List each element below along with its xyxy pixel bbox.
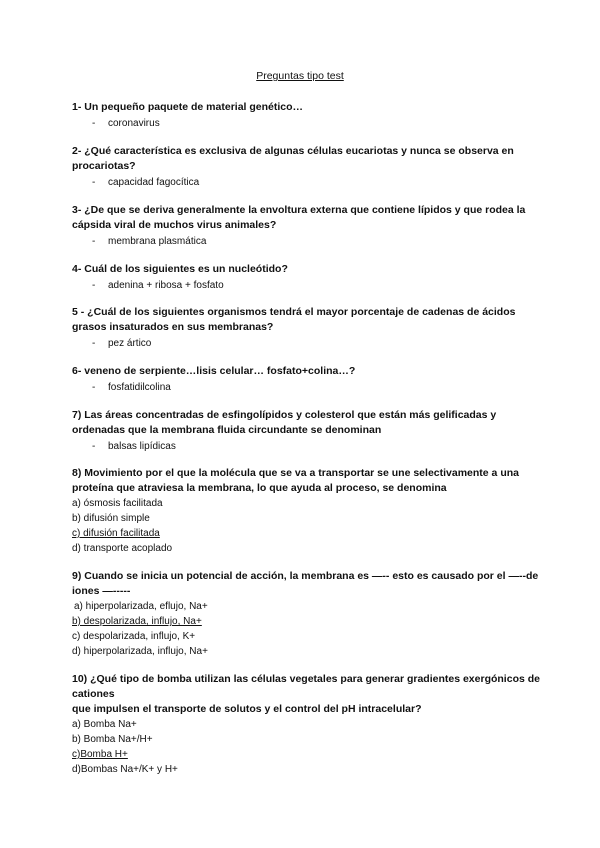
answer-dash: - <box>92 382 96 393</box>
option-a: a) ósmosis facilitada <box>72 498 163 509</box>
answer-row <box>72 175 542 190</box>
answer-row <box>72 234 542 249</box>
option-a: a) Bomba Na+ <box>72 719 137 730</box>
question-text: 9) Cuando se inicia un potencial de acción, la membrana es —-- esto es causado por el —--de iones —----- <box>72 570 539 597</box>
question-text: 7) Las áreas concentradas de esfingolípidos y colesterol que están más gelificadas y ordenadas que la membrana fluida circundante se denominan <box>72 409 497 436</box>
answer-row <box>72 380 542 395</box>
answer-dash: - <box>92 118 96 129</box>
answer-row <box>72 278 542 293</box>
option-c-correct: c) difusión facilitada <box>72 528 160 539</box>
question-text: 5 - ¿Cuál de los siguientes organismos tendrá el mayor porcentaje de cadenas de ácidos grasos insaturados en sus membranas? <box>72 306 516 333</box>
question-text: 2- ¿Qué característica es exclusiva de algunas células eucariotas y nunca se observa en procariotas? <box>72 145 514 172</box>
option-b: b) Bomba Na+/H+ <box>72 734 153 745</box>
answer-dash: - <box>92 338 96 349</box>
question-3 <box>72 203 542 249</box>
answer-row <box>72 336 542 351</box>
question-7 <box>72 408 542 454</box>
option-d: d)Bombas Na+/K+ y H+ <box>72 764 178 775</box>
question-5 <box>72 305 542 351</box>
answer-text: balsas lipídicas <box>108 441 176 452</box>
question-10 <box>72 672 542 777</box>
option-b: b) difusión simple <box>72 513 150 524</box>
option-b-correct: b) despolarizada, influjo, Na+ <box>72 616 202 627</box>
page-title: Preguntas tipo test <box>256 70 344 82</box>
answer-text: coronavirus <box>108 118 160 129</box>
question-text-line1: 10) ¿Qué tipo de bomba utilizan las células vegetales para generar gradientes exergónicos de cationes <box>72 673 540 700</box>
answer-dash: - <box>92 441 96 452</box>
question-8 <box>72 466 542 556</box>
question-text: 3- ¿De que se deriva generalmente la envoltura externa que contiene lípidos y que rodea la cápsida viral de muchos virus animales? <box>72 204 526 231</box>
option-d: d) transporte acoplado <box>72 543 173 554</box>
question-text: 8) Movimiento por el que la molécula que se va a transportar se une selectivamente a una proteína que atraviesa la membrana, lo que ayuda al proceso, se denomina <box>72 467 519 494</box>
question-text: 4- Cuál de los siguientes es un nucleótido? <box>72 263 288 275</box>
answer-text: pez ártico <box>108 338 152 349</box>
option-c-correct: c)Bomba H+ <box>72 749 128 760</box>
option-a: a) hiperpolarizada, eflujo, Na+ <box>74 601 208 612</box>
question-1 <box>72 100 542 131</box>
question-9 <box>72 569 542 659</box>
answer-dash: - <box>92 280 96 291</box>
question-2 <box>72 144 542 190</box>
answer-row <box>72 439 542 454</box>
answer-text: fosfatidilcolina <box>108 382 171 393</box>
answer-text: adenina + ribosa + fosfato <box>108 280 224 291</box>
answer-row <box>72 116 542 131</box>
answer-dash: - <box>92 177 96 188</box>
question-6 <box>72 364 542 395</box>
answer-text: capacidad fagocítica <box>108 177 200 188</box>
question-text-line2: que impulsen el transporte de solutos y el control del pH intracelular? <box>72 703 422 715</box>
option-d: d) hiperpolarizada, influjo, Na+ <box>72 646 208 657</box>
option-c: c) despolarizada, influjo, K+ <box>72 631 196 642</box>
answer-text: membrana plasmática <box>108 236 207 247</box>
question-text: 6- veneno de serpiente…lisis celular… fosfato+colina…? <box>72 365 356 377</box>
question-text: 1- Un pequeño paquete de material genético… <box>72 101 304 113</box>
answer-dash: - <box>92 236 96 247</box>
question-4 <box>72 262 542 293</box>
